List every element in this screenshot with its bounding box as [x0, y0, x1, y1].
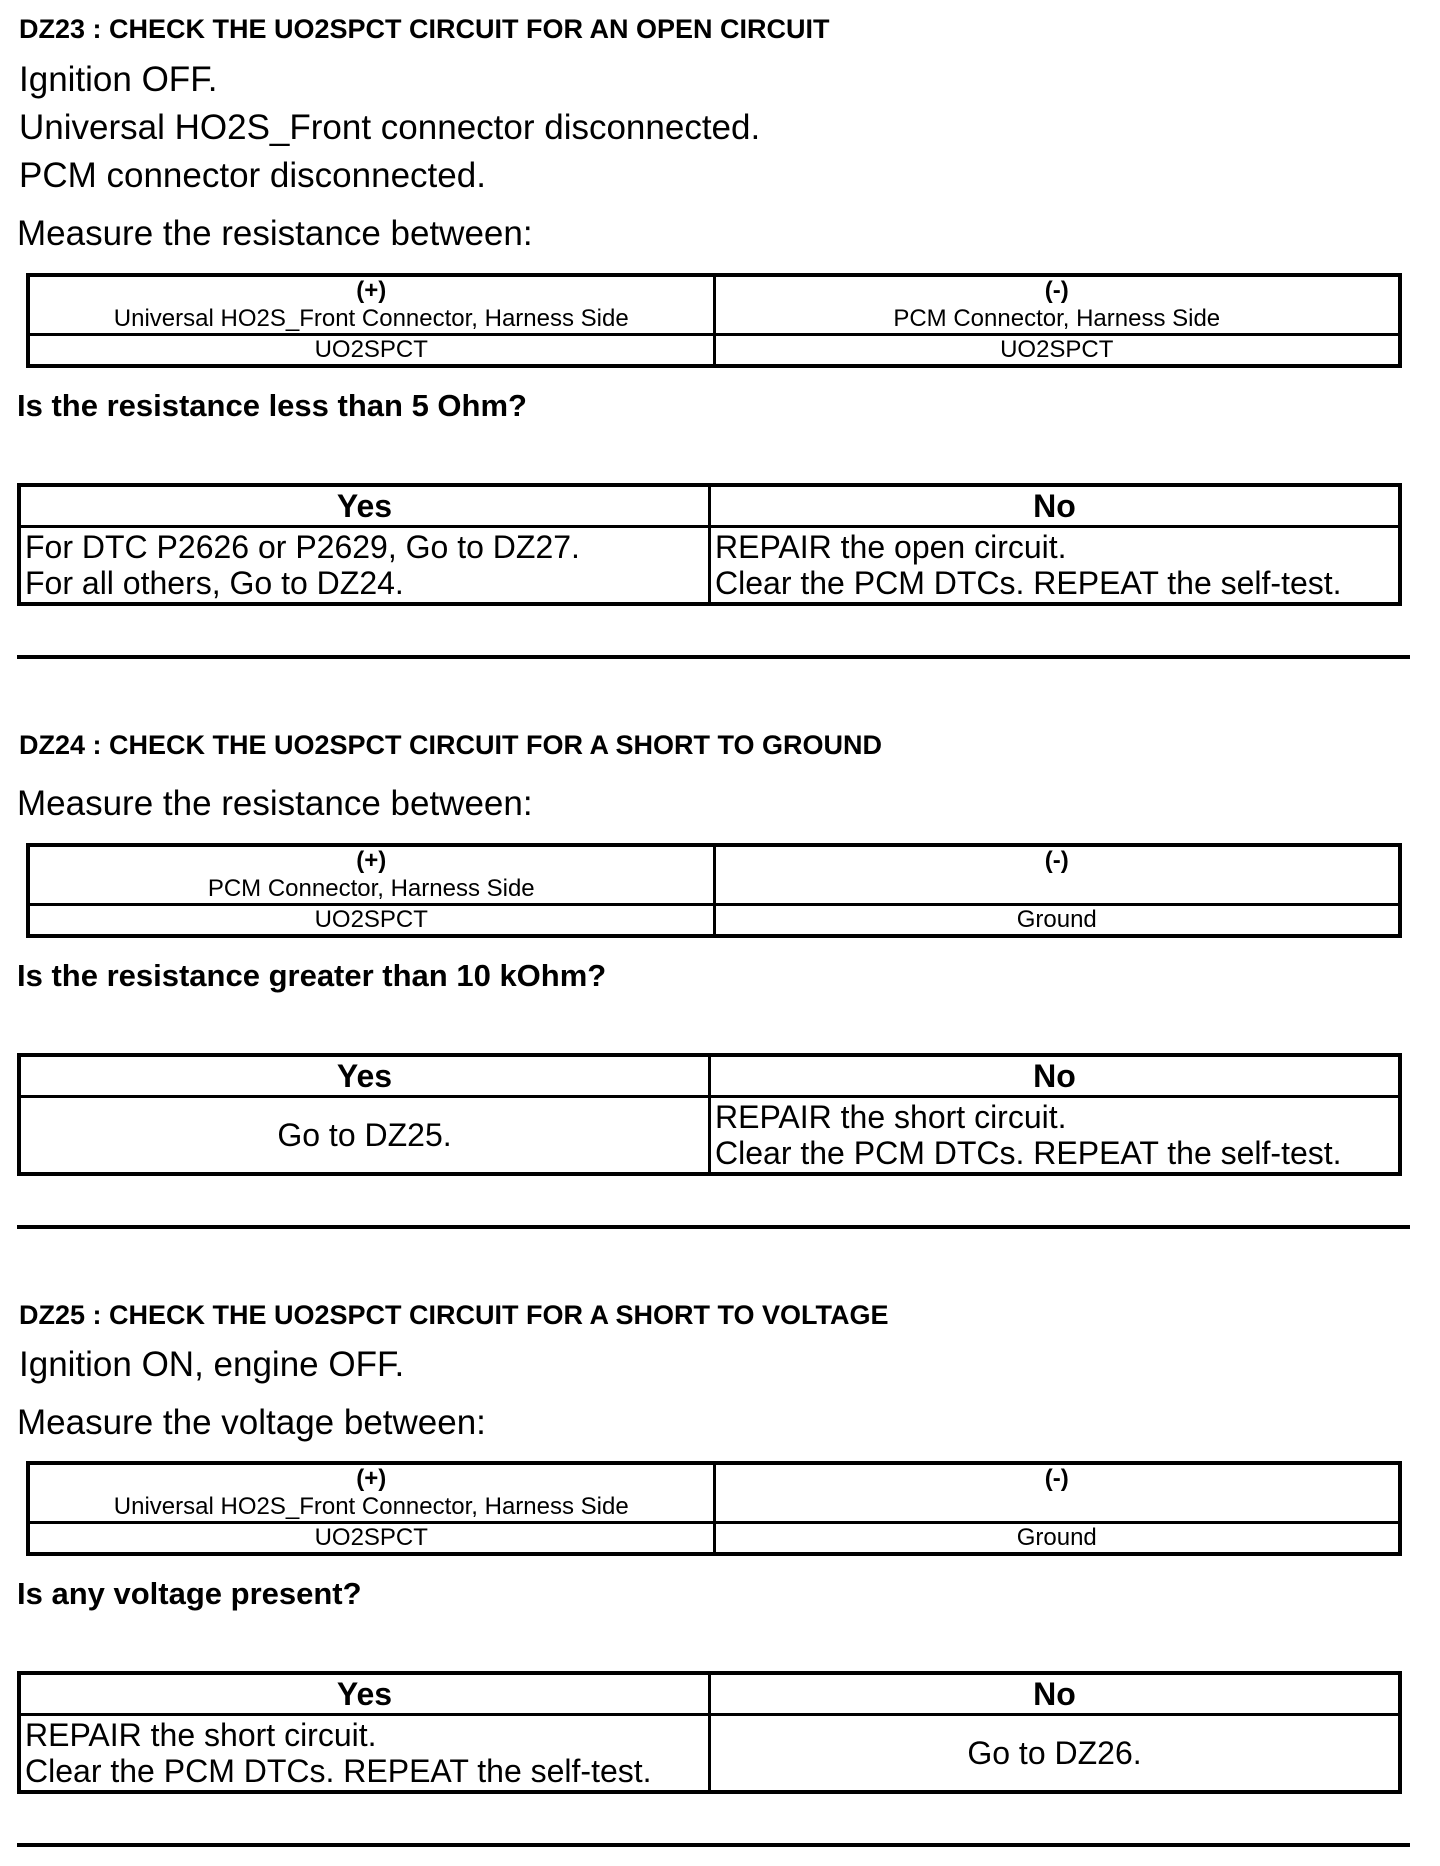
dz23-measurement-table [26, 273, 1402, 368]
dz23-measure-instruction: Measure the resistance between: [17, 214, 533, 253]
dz24-minus-pin: Ground [714, 905, 1400, 937]
dz24-no-action [710, 1097, 1401, 1175]
dz25-minus-cell [714, 1463, 1400, 1523]
dz25-heading: DZ25 : CHECK THE UO2SPCT CIRCUIT FOR A SHORT TO VOLTAGE [19, 1300, 889, 1330]
dz25-minus-polarity: (-) [1044, 1465, 1069, 1492]
dz24-heading: DZ24 : CHECK THE UO2SPCT CIRCUIT FOR A SHORT TO GROUND [19, 730, 883, 760]
dz25-yes-header: Yes [19, 1673, 710, 1715]
dz24-minus-cell [714, 845, 1400, 905]
dz23-decision-table [17, 483, 1402, 606]
dz24-plus-polarity: (+) [356, 847, 387, 874]
dz23-step-sensor-connector: Universal HO2S_Front connector disconnected. [19, 108, 761, 147]
dz25-plus-label: Universal HO2S_Front Connector, Harness Side [113, 1493, 629, 1520]
dz23-yes-header: Yes [19, 485, 710, 527]
dz25-question: Is any voltage present? [17, 1576, 362, 1611]
dz24-yes-header: Yes [19, 1055, 710, 1097]
dz23-no-line: REPAIR the open circuit. [715, 529, 1067, 565]
dz24-yes-action [19, 1097, 710, 1175]
dz24-plus-cell [28, 845, 714, 905]
dz23-step-ignition: Ignition OFF. [19, 60, 218, 99]
dz23-minus-label: PCM Connector, Harness Side [893, 305, 1221, 332]
dz24-minus-polarity: (-) [1044, 847, 1069, 874]
dz25-no-line: Go to DZ26. [967, 1735, 1142, 1771]
dz25-measurement-table [26, 1461, 1402, 1556]
dz23-no-line: Clear the PCM DTCs. REPEAT the self-test. [715, 565, 1342, 601]
dz23-yes-line: For DTC P2626 or P2629, Go to DZ27. [25, 529, 580, 565]
dz25-no-header: No [710, 1673, 1401, 1715]
dz23-step-pcm-connector: PCM connector disconnected. [19, 156, 486, 195]
dz23-question: Is the resistance less than 5 Ohm? [17, 388, 527, 423]
dz25-step-ignition: Ignition ON, engine OFF. [19, 1345, 405, 1384]
dz25-yes-line: REPAIR the short circuit. [25, 1717, 377, 1753]
dz23-heading: DZ23 : CHECK THE UO2SPCT CIRCUIT FOR AN OPEN CIRCUIT [19, 14, 830, 44]
dz24-question: Is the resistance greater than 10 kOhm? [17, 958, 607, 993]
dz25-plus-polarity: (+) [356, 1465, 387, 1492]
dz23-plus-label: Universal HO2S_Front Connector, Harness Side [113, 305, 629, 332]
dz23-no-action [710, 527, 1401, 605]
dz24-no-line: Clear the PCM DTCs. REPEAT the self-test. [715, 1135, 1342, 1171]
dz23-minus-polarity: (-) [1044, 277, 1069, 304]
dz23-yes-action [19, 527, 710, 605]
section-divider [17, 1225, 1410, 1229]
dz24-yes-line: Go to DZ25. [277, 1117, 452, 1153]
section-divider [17, 655, 1410, 659]
dz25-plus-pin: UO2SPCT [28, 1523, 714, 1555]
dz23-plus-cell [28, 275, 714, 335]
dz24-measure-instruction: Measure the resistance between: [17, 784, 533, 823]
dz24-measurement-table [26, 843, 1402, 938]
dz23-yes-line: For all others, Go to DZ24. [25, 565, 404, 601]
dz25-minus-pin: Ground [714, 1523, 1400, 1555]
dz25-plus-cell [28, 1463, 714, 1523]
section-divider [17, 1843, 1410, 1847]
dz25-decision-table [17, 1671, 1402, 1794]
dz23-plus-polarity: (+) [356, 277, 387, 304]
dz25-no-action [710, 1715, 1401, 1793]
dz23-plus-pin: UO2SPCT [28, 335, 714, 367]
dz23-minus-pin: UO2SPCT [714, 335, 1400, 367]
dz24-decision-table [17, 1053, 1402, 1176]
dz23-no-header: No [710, 485, 1401, 527]
dz24-plus-pin: UO2SPCT [28, 905, 714, 937]
dz25-yes-action [19, 1715, 710, 1793]
dz24-no-line: REPAIR the short circuit. [715, 1099, 1067, 1135]
dz23-minus-cell [714, 275, 1400, 335]
dz24-plus-label: PCM Connector, Harness Side [207, 875, 535, 902]
dz24-no-header: No [710, 1055, 1401, 1097]
dz25-measure-instruction: Measure the voltage between: [17, 1403, 486, 1442]
dz25-yes-line: Clear the PCM DTCs. REPEAT the self-test. [25, 1753, 652, 1789]
